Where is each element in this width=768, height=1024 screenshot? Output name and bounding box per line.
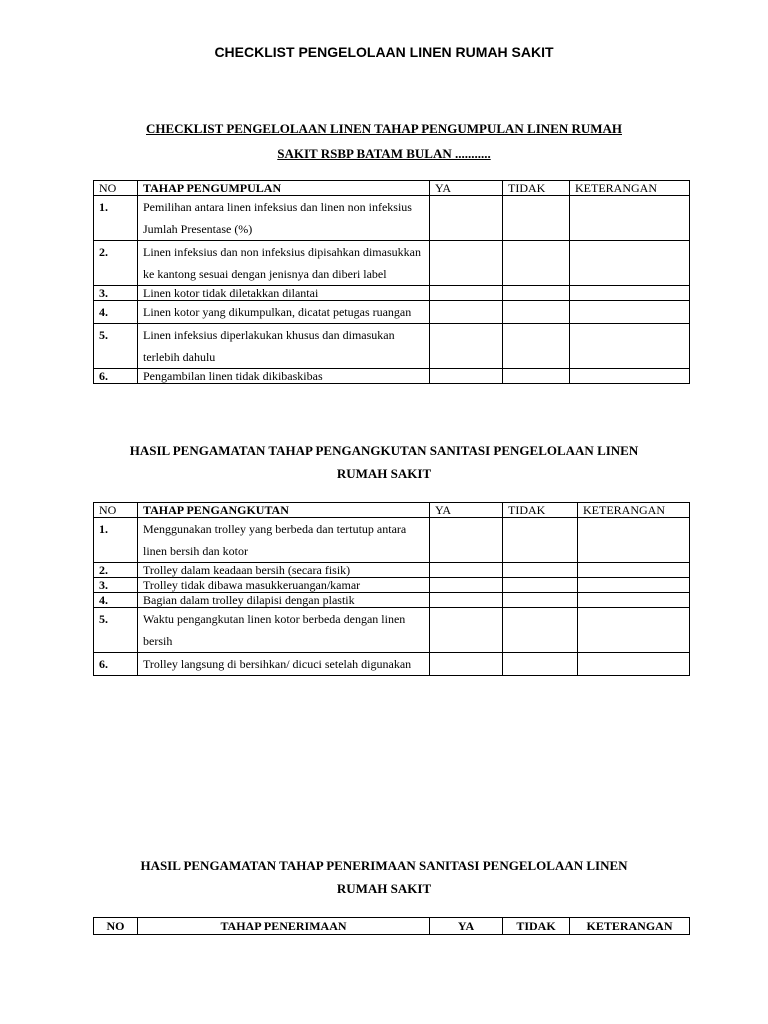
col-header-no: NO xyxy=(94,503,138,518)
table-row xyxy=(94,196,690,241)
penerimaan-table xyxy=(93,917,690,935)
section3-heading-line1: HASIL PENGAMATAN TAHAP PENERIMAAN SANITASI PENGELOLAAN LINEN xyxy=(140,858,628,873)
section2-heading-line2: RUMAH SAKIT xyxy=(336,466,432,481)
tidak-cell[interactable] xyxy=(503,653,578,676)
col-header-keterangan: KETERANGAN xyxy=(570,918,690,935)
row-text: Pengambilan linen tidak dikibaskibas xyxy=(138,369,430,384)
table-row xyxy=(94,301,690,324)
row-number: 1. xyxy=(94,196,138,241)
table-header-row xyxy=(94,181,690,196)
row-number: 2. xyxy=(94,241,138,286)
keterangan-cell[interactable] xyxy=(570,196,690,241)
ya-cell[interactable] xyxy=(430,324,503,369)
tidak-cell[interactable] xyxy=(503,608,578,653)
pengangkutan-table xyxy=(93,502,690,676)
ya-cell[interactable] xyxy=(430,286,503,301)
row-number: 6. xyxy=(94,653,138,676)
keterangan-cell[interactable] xyxy=(570,324,690,369)
tidak-cell[interactable] xyxy=(503,324,570,369)
table-header-row xyxy=(94,918,690,935)
row-number: 2. xyxy=(94,563,138,578)
tidak-cell[interactable] xyxy=(503,593,578,608)
document-title: CHECKLIST PENGELOLAAN LINEN RUMAH SAKIT xyxy=(214,44,554,60)
row-text: Menggunakan trolley yang berbeda dan tertutup antara linen bersih dan kotor xyxy=(138,518,430,563)
row-text: Linen kotor tidak diletakkan dilantai xyxy=(138,286,430,301)
section1-heading-line1: CHECKLIST PENGELOLAAN LINEN TAHAP PENGUMPULAN LINEN RUMAH xyxy=(146,121,622,136)
row-number: 6. xyxy=(94,369,138,384)
ya-cell[interactable] xyxy=(430,653,503,676)
tidak-cell[interactable] xyxy=(503,241,570,286)
col-header-keterangan: KETERANGAN xyxy=(578,503,690,518)
col-header-tahap: TAHAP PENGANGKUTAN xyxy=(138,503,430,518)
row-number: 3. xyxy=(94,286,138,301)
table-row xyxy=(94,324,690,369)
col-header-no: NO xyxy=(94,181,138,196)
row-text: Linen infeksius dan non infeksius dipisahkan dimasukkan ke kantong sesuai dengan jenisnya dan diberi label xyxy=(138,241,430,286)
row-text: Linen infeksius diperlakukan khusus dan dimasukan terlebih dahulu xyxy=(138,324,430,369)
col-header-tidak: TIDAK xyxy=(503,918,570,935)
ya-cell[interactable] xyxy=(430,369,503,384)
keterangan-cell[interactable] xyxy=(578,563,690,578)
col-header-keterangan: KETERANGAN xyxy=(570,181,690,196)
col-header-tahap: TAHAP PENERIMAAN xyxy=(138,918,430,935)
section3-heading-line2: RUMAH SAKIT xyxy=(336,881,432,896)
row-text: Trolley dalam keadaan bersih (secara fisik) xyxy=(138,563,430,578)
col-header-ya: YA xyxy=(430,503,503,518)
row-text: Linen kotor yang dikumpulkan, dicatat petugas ruangan xyxy=(138,301,430,324)
row-number: 5. xyxy=(94,608,138,653)
pengumpulan-table xyxy=(93,180,690,384)
tidak-cell[interactable] xyxy=(503,578,578,593)
keterangan-cell[interactable] xyxy=(578,608,690,653)
ya-cell[interactable] xyxy=(430,196,503,241)
row-number: 4. xyxy=(94,593,138,608)
row-text: Bagian dalam trolley dilapisi dengan plastik xyxy=(138,593,430,608)
keterangan-cell[interactable] xyxy=(578,653,690,676)
tidak-cell[interactable] xyxy=(503,286,570,301)
keterangan-cell[interactable] xyxy=(570,301,690,324)
col-header-tidak: TIDAK xyxy=(503,181,570,196)
table-row xyxy=(94,578,690,593)
table-row xyxy=(94,608,690,653)
row-number: 1. xyxy=(94,518,138,563)
tidak-cell[interactable] xyxy=(503,301,570,324)
section1-heading-line2: SAKIT RSBP BATAM BULAN ........... xyxy=(277,146,491,161)
table-row xyxy=(94,369,690,384)
col-header-no: NO xyxy=(94,918,138,935)
tidak-cell[interactable] xyxy=(503,563,578,578)
table-header-row xyxy=(94,503,690,518)
ya-cell[interactable] xyxy=(430,593,503,608)
row-number: 4. xyxy=(94,301,138,324)
row-number: 3. xyxy=(94,578,138,593)
table-row xyxy=(94,286,690,301)
row-text: Trolley langsung di bersihkan/ dicuci setelah digunakan xyxy=(138,653,430,676)
keterangan-cell[interactable] xyxy=(578,578,690,593)
col-header-tahap: TAHAP PENGUMPULAN xyxy=(138,181,430,196)
ya-cell[interactable] xyxy=(430,608,503,653)
col-header-ya: YA xyxy=(430,181,503,196)
tidak-cell[interactable] xyxy=(503,518,578,563)
ya-cell[interactable] xyxy=(430,563,503,578)
row-text: Pemilihan antara linen infeksius dan linen non infeksius Jumlah Presentase (%) xyxy=(138,196,430,241)
table-row xyxy=(94,241,690,286)
keterangan-cell[interactable] xyxy=(570,241,690,286)
keterangan-cell[interactable] xyxy=(578,518,690,563)
row-text: Waktu pengangkutan linen kotor berbeda dengan linen bersih xyxy=(138,608,430,653)
table-row xyxy=(94,593,690,608)
row-number: 5. xyxy=(94,324,138,369)
col-header-ya: YA xyxy=(430,918,503,935)
ya-cell[interactable] xyxy=(430,301,503,324)
ya-cell[interactable] xyxy=(430,518,503,563)
table-row xyxy=(94,653,690,676)
section2-heading-line1: HASIL PENGAMATAN TAHAP PENGANGKUTAN SANITASI PENGELOLAAN LINEN xyxy=(129,443,639,458)
keterangan-cell[interactable] xyxy=(578,593,690,608)
table-row xyxy=(94,518,690,563)
keterangan-cell[interactable] xyxy=(570,286,690,301)
keterangan-cell[interactable] xyxy=(570,369,690,384)
ya-cell[interactable] xyxy=(430,241,503,286)
row-text: Trolley tidak dibawa masukkeruangan/kamar xyxy=(138,578,430,593)
ya-cell[interactable] xyxy=(430,578,503,593)
col-header-tidak: TIDAK xyxy=(503,503,578,518)
tidak-cell[interactable] xyxy=(503,196,570,241)
table-row xyxy=(94,563,690,578)
tidak-cell[interactable] xyxy=(503,369,570,384)
